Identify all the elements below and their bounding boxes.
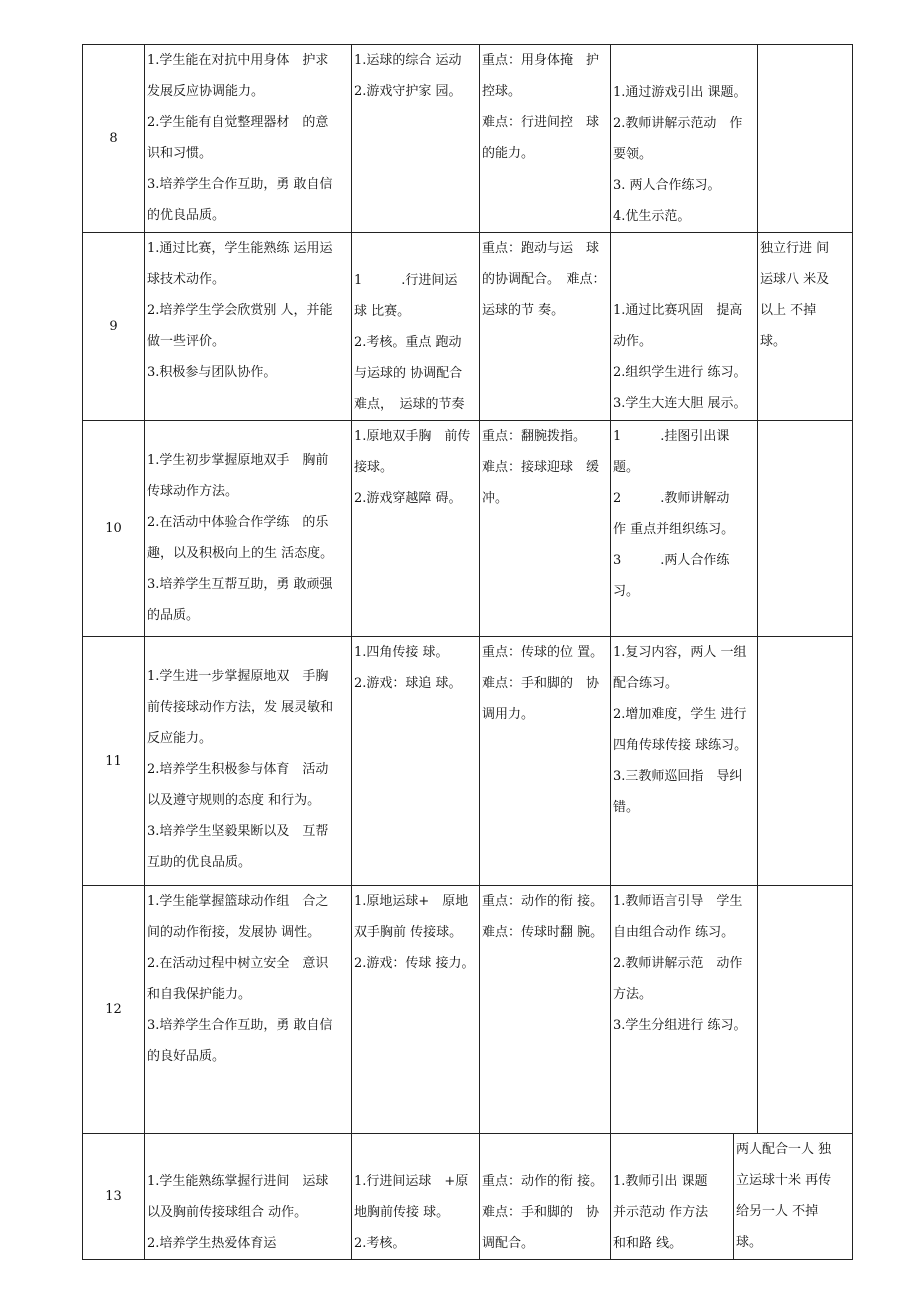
objective-line: 间的动作衔接，发展协 调性。	[147, 925, 321, 940]
objective-line: 1.学生进一步掌握原地双 手胸	[147, 669, 329, 684]
methods-cell	[611, 637, 758, 886]
notes-cell	[758, 233, 853, 421]
key-line: 重点：传球的位 置。	[482, 645, 604, 660]
key-line: 难点：行进间控 球	[482, 115, 600, 130]
content-line: 双手胸前 传接球。	[354, 925, 463, 940]
key-line: 重点：用身体掩 护	[482, 53, 600, 68]
objective-line: 前传接球动作方法，发 展灵敏和	[147, 700, 334, 715]
content-line: 1.行进间运球 +原	[354, 1174, 469, 1189]
content-line: 1 .行进间运	[354, 273, 458, 288]
key-line: 运球的节 奏。	[482, 303, 565, 318]
key-line: 的能力。	[482, 146, 535, 161]
content-line: 难点， 运球的节奏	[354, 397, 465, 412]
objective-line: 2.在活动中体验合作学练 的乐	[147, 515, 329, 530]
objective-line: 1.学生能熟练掌握行进间 运球	[147, 1174, 329, 1189]
key-points-cell	[480, 45, 611, 233]
objective-line: 反应能力。	[147, 731, 213, 746]
objective-line: 2.学生能有自觉整理器材 的意	[147, 115, 329, 130]
content-line: 接球。	[354, 460, 394, 475]
table-row	[83, 45, 853, 233]
lesson-number: 12	[83, 886, 145, 1134]
note-line: 以上 不掉	[760, 303, 817, 318]
key-line: 的协调配合。 难点：	[482, 272, 606, 287]
objective-line: 2.在活动过程中树立安全 意识	[147, 956, 329, 971]
table-row	[83, 1134, 853, 1260]
table-row	[83, 637, 853, 886]
method-line: 2.增加难度，学生 进行	[613, 707, 747, 722]
method-line: 1.教师语言引导 学生	[613, 894, 743, 909]
key-line: 调配合。	[482, 1236, 535, 1251]
content-cell	[352, 1134, 480, 1260]
notes-cell	[758, 886, 853, 1134]
objective-line: 3.培养学生合作互助，勇 敢自信	[147, 1018, 333, 1033]
objective-line: 2.培养学生热爱体育运	[147, 1236, 277, 1251]
objectives-cell	[145, 45, 352, 233]
method-line: 1.通过比赛巩固 提高	[613, 303, 743, 318]
method-line: 配合练习。	[613, 676, 679, 691]
note-line: 球。	[760, 334, 787, 349]
objective-line: 1.学生能掌握篮球动作组 合之	[147, 894, 329, 909]
method-line: 和和路 线。	[613, 1236, 683, 1251]
content-cell	[352, 233, 480, 421]
content-line: 1.原地双手胸 前传	[354, 429, 471, 444]
content-line: 2.游戏穿越障 碍。	[354, 491, 462, 506]
content-line: 2.考核。重点 跑动	[354, 335, 462, 350]
content-cell	[352, 45, 480, 233]
lesson-number: 13	[83, 1134, 145, 1260]
key-points-cell	[480, 637, 611, 886]
method-line: 动作。	[613, 334, 653, 349]
table-row	[83, 421, 853, 637]
note-line: 运球八 米及	[760, 272, 830, 287]
objective-line: 趣，以及积极向上的生 活态度。	[147, 546, 334, 561]
method-line: 方法。	[613, 987, 653, 1002]
objectives-cell	[145, 421, 352, 637]
methods-notes-cell	[611, 1134, 853, 1260]
method-line: 作 重点并组织练习。	[613, 522, 735, 537]
note-line: 球。	[736, 1235, 763, 1250]
note-line: 立运球十米 再传	[736, 1173, 832, 1188]
lesson-number: 8	[83, 45, 145, 233]
content-line: 2.游戏守护家 园。	[354, 84, 462, 99]
lesson-number: 11	[83, 637, 145, 886]
content-line: 与运球的 协调配合	[354, 366, 463, 381]
objectives-cell	[145, 886, 352, 1134]
methods-cell	[611, 886, 758, 1134]
objective-line: 3.培养学生互帮互助，勇 敢顽强	[147, 577, 333, 592]
content-cell	[352, 886, 480, 1134]
note-line: 给另一人 不掉	[736, 1204, 819, 1219]
table-row	[83, 233, 853, 421]
objective-line: 传球动作方法。	[147, 484, 239, 499]
objective-line: 以及胸前传接球组合 动作。	[147, 1205, 308, 1220]
objective-line: 1.学生初步掌握原地双手 胸前	[147, 453, 329, 468]
objective-line: 和自我保护能力。	[147, 987, 252, 1002]
content-line: 球 比赛。	[354, 304, 411, 319]
content-line: 2.游戏：球追 球。	[354, 676, 462, 691]
method-line: 错。	[613, 800, 640, 815]
key-line: 难点：接球迎球 缓	[482, 460, 600, 475]
content-line: 1.原地运球+ 原地	[354, 894, 469, 909]
objectives-cell	[145, 1134, 352, 1260]
notes-cell	[758, 45, 853, 233]
key-line: 冲。	[482, 491, 509, 506]
method-line: 3.学生分组进行 练习。	[613, 1018, 747, 1033]
methods-cell	[611, 233, 758, 421]
content-line: 2.游戏：传球 接力。	[354, 956, 475, 971]
content-cell	[352, 637, 480, 886]
method-line: 1.复习内容，两人 一组	[613, 645, 747, 660]
notes-cell	[758, 421, 853, 637]
key-points-cell	[480, 886, 611, 1134]
objective-line: 2.培养学生积极参与体育 活动	[147, 762, 329, 777]
lesson-number: 9	[83, 233, 145, 421]
table-row	[83, 886, 853, 1134]
method-line: 3. 两人合作练习。	[613, 178, 721, 193]
method-line: 3.学生大连大胆 展示。	[613, 396, 747, 411]
key-points-cell	[480, 233, 611, 421]
content-line: 1.运球的综合 运动	[354, 53, 462, 68]
method-line: 2 .教师讲解动	[613, 491, 730, 506]
key-points-cell	[480, 421, 611, 637]
content-line: 2.考核。	[354, 1236, 406, 1251]
method-line: 1.通过游戏引出 课题。	[613, 85, 747, 100]
objective-line: 3.培养学生合作互助，勇 敢自信	[147, 177, 333, 192]
method-line: 3 .两人合作练	[613, 553, 730, 568]
key-line: 难点：手和脚的 协	[482, 676, 600, 691]
notes-cell	[758, 637, 853, 886]
methods-cell	[611, 45, 758, 233]
content-line: 地胸前传接 球。	[354, 1205, 450, 1220]
key-line: 重点：动作的衔 接。	[482, 894, 604, 909]
lesson-plan-table	[82, 44, 853, 1260]
objective-line: 3.培养学生坚毅果断以及 互帮	[147, 824, 329, 839]
key-line: 控球。	[482, 84, 522, 99]
objective-line: 1.通过比赛，学生能熟练 运用运	[147, 241, 333, 256]
notes-cell	[734, 1134, 852, 1259]
objective-line: 互助的优良品质。	[147, 855, 252, 870]
method-line: 并示范动 作方法	[613, 1205, 709, 1220]
objectives-cell	[145, 233, 352, 421]
objective-line: 发展反应协调能力。	[147, 84, 265, 99]
objective-line: 识和习惯。	[147, 146, 213, 161]
lesson-number: 10	[83, 421, 145, 637]
method-line: 2.教师讲解示范 动作	[613, 956, 743, 971]
objective-line: 1.学生能在对抗中用身体 护求	[147, 53, 329, 68]
objective-line: 2.培养学生学会欣赏别 人，并能	[147, 303, 333, 318]
content-cell	[352, 421, 480, 637]
method-line: 2.组织学生进行 练习。	[613, 365, 747, 380]
method-line: 自由组合动作 练习。	[613, 925, 735, 940]
method-line: 题。	[613, 460, 640, 475]
method-line: 习。	[613, 584, 640, 599]
objective-line: 球技术动作。	[147, 272, 226, 287]
key-points-cell	[480, 1134, 611, 1260]
content-line: 1.四角传接 球。	[354, 645, 449, 660]
objective-line: 以及遵守规则的态度 和行为。	[147, 793, 321, 808]
objective-line: 3.积极参与团队协作。	[147, 365, 277, 380]
method-line: 4.优生示范。	[613, 209, 691, 224]
key-line: 重点：翻腕拨指。	[482, 429, 587, 444]
objective-line: 的良好品质。	[147, 1049, 226, 1064]
method-line: 2.教师讲解示范动 作	[613, 116, 743, 131]
key-line: 重点：跑动与运 球	[482, 241, 600, 256]
key-line: 调用力。	[482, 707, 535, 722]
note-line: 两人配合一人 独	[736, 1142, 832, 1157]
method-line: 1 .挂图引出课	[613, 429, 730, 444]
objective-line: 的品质。	[147, 608, 200, 623]
methods-cell	[611, 1134, 734, 1259]
method-line: 3.三教师巡回指 导纠	[613, 769, 743, 784]
method-line: 1.教师引出 课题	[613, 1174, 708, 1189]
key-line: 难点：传球时翻 腕。	[482, 925, 604, 940]
key-line: 重点：动作的衔 接。	[482, 1174, 604, 1189]
objective-line: 做一些评价。	[147, 334, 226, 349]
note-line: 独立行进 间	[760, 241, 830, 256]
methods-cell	[611, 421, 758, 637]
objective-line: 的优良品质。	[147, 208, 226, 223]
method-line: 四角传球传接 球练习。	[613, 738, 748, 753]
key-line: 难点：手和脚的 协	[482, 1205, 600, 1220]
objectives-cell	[145, 637, 352, 886]
method-line: 要领。	[613, 147, 653, 162]
